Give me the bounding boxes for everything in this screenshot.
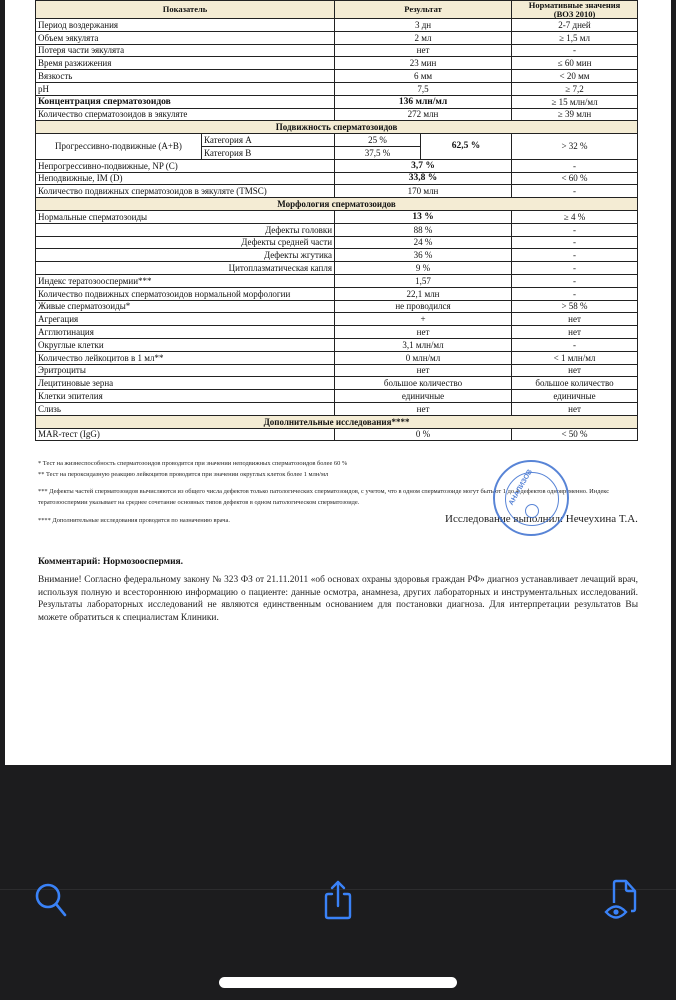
table-row: Потеря части эякулята нет - (36, 44, 638, 57)
signature-line: Исследование выполнил: Нечеухина Т.А. (445, 513, 638, 525)
table-row: Объем эякулята 2 мл ≥ 1,5 мл (36, 31, 638, 44)
footnote-3: *** Дефекты частей сперматозоидов вычисляются из общего числа дефектов только патологических сперматозоидов, с учетом, что в одном сперматозоиде могут быть от 1 до 4 дефектов одновременно. Индекс тератозооспермии указывает на среднее сочетание основных типов дефектов в одном патологическом сперматозоиде. (38, 488, 610, 506)
footnote-2: ** Тест на пероксидазную реакцию лейкоцитов проводится при значении округлых клеток более 1 млн/мл (38, 471, 329, 478)
document-preview-icon (604, 877, 644, 923)
table-row: Клетки эпителия единичные единичные (36, 390, 638, 403)
table-row: Агрегация + нет (36, 313, 638, 326)
table-row: Непрогрессивно-подвижные, NP (C) 3,7 % - (36, 159, 638, 172)
comment-body: Внимание! Согласно федеральному закону № 323 ФЗ от 21.11.2011 «об основах охраны здоровья граждан РФ» диагноз устанавливает лечащий врач, используя полную и всестороннюю информацию о пациенте: данные осмотра, анамнеза, других лабораторных и инструментальных исследований. Результаты лабораторных исследований не являются единственным основанием для постановки диагноза. Для интерпретации результатов Вы можете обратиться к специалистам Клиники. (38, 575, 638, 623)
header-result: Результат (335, 1, 512, 19)
table-row: Количество сперматозоидов в эякуляте 272 млн ≥ 39 млн (36, 108, 638, 121)
table-row: Концентрация сперматозоидов 136 млн/мл ≥ 15 млн/мл (36, 95, 638, 108)
table-header-row (36, 1, 638, 19)
table-row: Живые сперматозоиды* не проводился > 58 % (36, 300, 638, 313)
table-row: Количество подвижных сперматозоидов нормальной морфологии 22,1 млн - (36, 287, 638, 300)
table-row: Дефекты средней части 24 % - (36, 236, 638, 249)
home-indicator[interactable] (219, 977, 457, 988)
clinic-stamp-icon (493, 460, 569, 536)
table-row: Количество подвижных сперматозоидов в эякуляте (TMSC) 170 млн - (36, 185, 638, 198)
share-icon (321, 878, 355, 922)
table-row: Вязкость 6 мм < 20 мм (36, 70, 638, 83)
header-norm: Нормативные значения (ВОЗ 2010) (512, 1, 638, 19)
table-row: Округлые клетки 3,1 млн/мл - (36, 338, 638, 351)
table-row: Дефекты головки 88 % - (36, 223, 638, 236)
share-button[interactable] (316, 875, 360, 925)
table-row: Эритроциты нет нет (36, 364, 638, 377)
table-row: Слизь нет нет (36, 402, 638, 415)
table-row: Агглютинация нет нет (36, 326, 638, 339)
table-row: Категория B 37,5 % (36, 146, 638, 159)
section-header-motility: Подвижность сперматозоидов (36, 121, 638, 134)
table-row: MAR-тест (IgG) 0 % < 50 % (36, 428, 638, 441)
section-header-morphology: Морфология сперматозоидов (36, 198, 638, 211)
stamp-emblem (525, 504, 539, 518)
table-row: Цитоплазматическая капля 9 % - (36, 262, 638, 275)
semen-analysis-table (35, 0, 638, 441)
document-page (5, 0, 671, 765)
section-header-additional: Дополнительные исследования**** (36, 415, 638, 428)
table-row: Количество лейкоцитов в 1 мл** 0 млн/мл < 1 млн/мл (36, 351, 638, 364)
table-row: Период воздержания 3 дн 2-7 дней (36, 19, 638, 32)
comment-title: Комментарий: Нормозооспермия. (38, 557, 184, 567)
search-icon (34, 880, 68, 920)
table-row: Прогрессивно-подвижные (A+B) Категория A 25 % 62,5 % > 32 % (36, 134, 638, 147)
footnote-1: * Тест на жизнеспособность сперматозоидов проводится при значении неподвижных сперматозоидов более 60 % (38, 460, 348, 467)
table-row: Время разжижения 23 мин ≤ 60 мин (36, 57, 638, 70)
table-row: pH 7,5 ≥ 7,2 (36, 82, 638, 95)
footnote-4: **** Дополнительные исследования проводятся по назначению врача. (38, 517, 230, 524)
table-row: Лецитиновые зерна большое количество большое количество (36, 377, 638, 390)
document-preview-button[interactable] (602, 875, 646, 925)
table-row: Нормальные сперматозоиды 13 % ≥ 4 % (36, 210, 638, 223)
table-row: Индекс тератозооспермии*** 1,57 - (36, 274, 638, 287)
table-row: Неподвижные, IM (D) 33,8 % < 60 % (36, 172, 638, 185)
search-button[interactable] (29, 875, 73, 925)
table-row: Дефекты жгутика 36 % - (36, 249, 638, 262)
header-indicator: Показатель (36, 1, 335, 19)
stamp-text: АНАЛИЗОВ (507, 468, 535, 507)
